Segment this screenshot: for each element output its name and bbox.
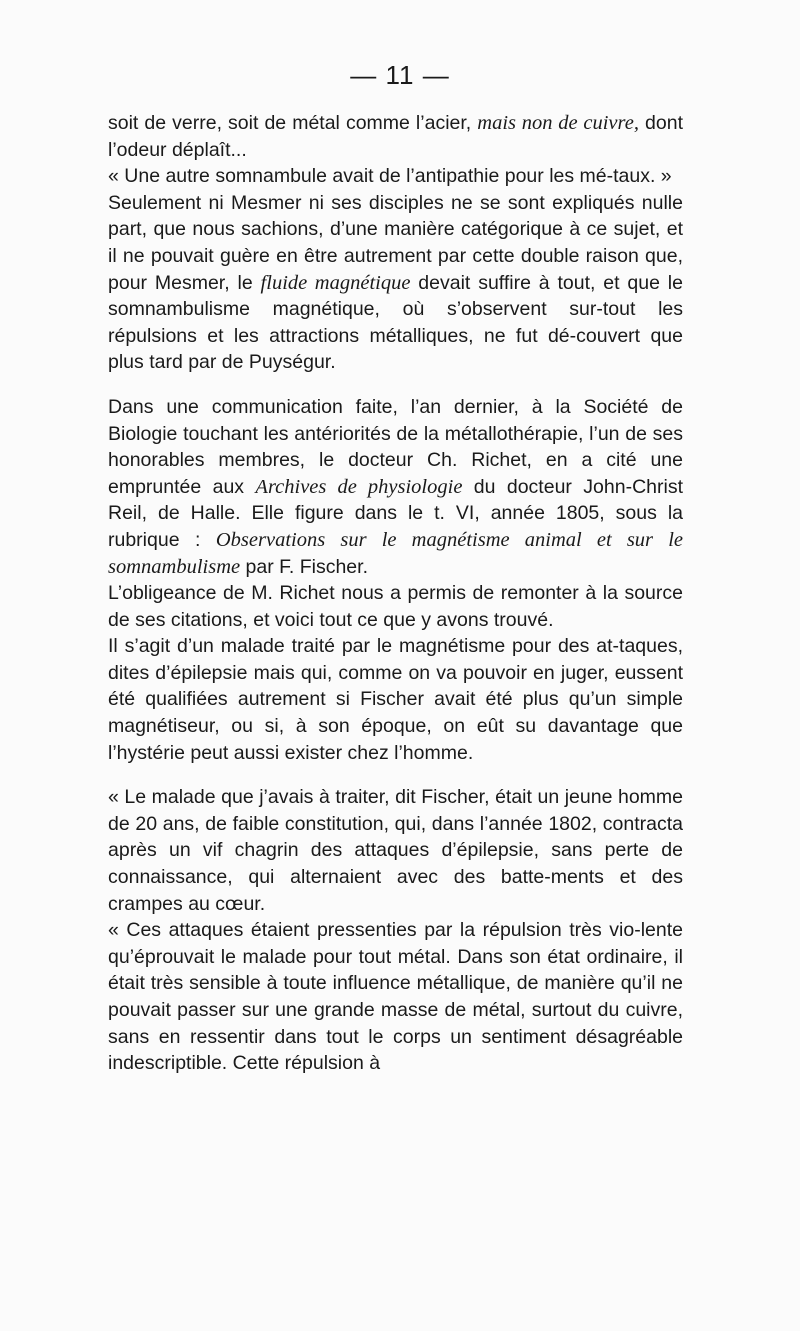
paragraph bbox=[108, 110, 683, 163]
text-segment: « Le malade que j’avais à traiter, dit Fischer, était un jeune homme de 20 ans, de faible constitution, qui, dans l’année 1802, contracta après un vif chagrin des attaques d’épilepsie, sans perte de connaissance, qui alternaient avec des batte-ments et des crampes au cœur. bbox=[108, 786, 683, 915]
italic-text: Observations sur le magnétisme animal et sur le somnambulisme bbox=[108, 528, 683, 578]
text-segment: par F. Fischer. bbox=[240, 555, 368, 578]
text-segment: Dans une communication faite, l’an dernier, à la Société de Biologie touchant les antériorités de la métallothérapie, l’un de ses honorables membres, le docteur Ch. Richet, en a cité une empruntée aux bbox=[108, 395, 683, 498]
text-segment: soit de verre, soit de métal comme l’acier, bbox=[108, 112, 478, 134]
paragraph bbox=[108, 190, 683, 376]
paragraph bbox=[108, 580, 683, 633]
text-segment: « Ces attaques étaient pressenties par la répulsion très vio-lente qu’éprouvait le malade pour tout métal. Dans son état ordinaire, il était très sensible à toute influence métallique, de manière qu’il ne pouvait passer sur une grande masse de métal, surtout du cuivre, sans en ressentir dans tout le corps un sentiment désagréable indescriptible. Cette répulsion à bbox=[108, 919, 683, 1075]
paragraph bbox=[108, 163, 683, 190]
body-text bbox=[108, 110, 683, 1077]
text-segment: « Une autre somnambule avait de l’antipathie pour les mé-taux. » bbox=[108, 165, 672, 188]
text-segment: L’obligeance de M. Richet nous a permis de remonter à la source de ses citations, et voici tout ce que y avons trouvé. bbox=[108, 582, 683, 631]
paragraph bbox=[108, 394, 683, 580]
text-segment: devait suffire à tout, et que le somnambulisme magnétique, où s’observent sur-tout les répulsions et les attractions métalliques, ne fut dé-couvert que plus tard par de Puységur. bbox=[108, 271, 683, 374]
italic-text: mais non de cuivre, bbox=[477, 112, 639, 134]
italic-text: Archives de physiologie bbox=[255, 475, 463, 498]
paragraph bbox=[108, 633, 683, 766]
page-number: — 11 — bbox=[350, 60, 450, 90]
text-segment: dont l’odeur déplaît... bbox=[108, 112, 683, 161]
italic-text: fluide magnétique bbox=[260, 271, 411, 294]
paragraph bbox=[108, 784, 683, 917]
text-segment: Il s’agit d’un malade traité par le magnétisme pour des at-taques, dites d’épilepsie mais qui, comme on va pouvoir en juger, eussent été qualifiées autrement si Fischer avait été plus qu’un simple magnétiseur, ou si, à son époque, on eût su davantage que l’hystérie peut aussi exister chez l’homme. bbox=[108, 635, 683, 764]
text-segment: du docteur John-Christ Reil, de Halle. Elle figure dans le t. VI, année 1805, sous la rubrique : bbox=[108, 475, 683, 551]
text-segment: Seulement ni Mesmer ni ses disciples ne se sont expliqués nulle part, que nous sachions, d’une manière catégorique à ce sujet, et il ne pouvait guère en être autrement par cette double raison que, pour Mesmer, le bbox=[108, 191, 683, 294]
paragraph bbox=[108, 917, 683, 1077]
